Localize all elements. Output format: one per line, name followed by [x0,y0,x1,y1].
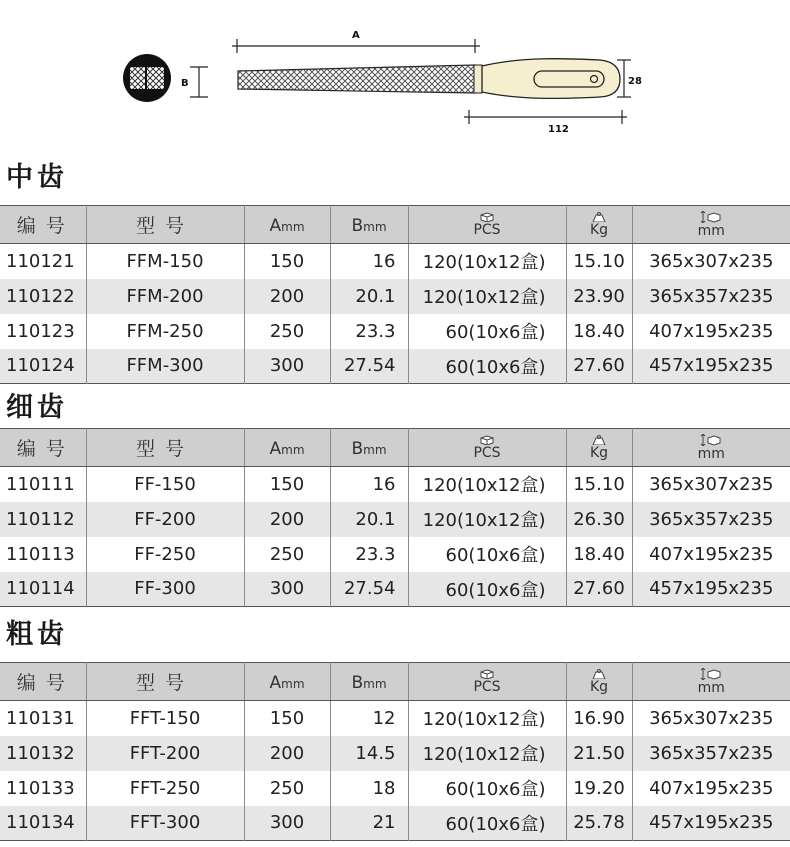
table-row: 110123 FFM-250 250 23.3 60(10x6盒) 18.40 407x195x235 [0,314,790,349]
table-row: 110121 FFM-150 150 16 120(10x12盒) 15.10 365x307x235 [0,244,790,279]
header-a: Amm [244,663,330,701]
dim-a-label: A [352,30,360,41]
header-pcs: PCS [408,429,566,467]
header-kg: Kg [566,429,632,467]
weight-icon [592,212,606,222]
file-ferrule [474,65,482,93]
table-row: 110114 FF-300 300 27.54 60(10x6盒) 27.60 457x195x235 [0,572,790,607]
header-dim: mm [632,206,790,244]
cross-section-icon [123,54,171,102]
header-model: 型号 [86,206,244,244]
box-icon [479,669,495,679]
header-kg: Kg [566,663,632,701]
table-row: 110131 FFT-150 150 12 120(10x12盒) 16.90 365x307x235 [0,701,790,736]
header-b: Bmm [330,663,408,701]
table-row: 110124 FFM-300 300 27.54 60(10x6盒) 27.60 457x195x235 [0,349,790,384]
box-size-icon [700,211,722,223]
section-title-coarse: 粗齿 [6,619,68,650]
dim-handle-marker [464,110,627,124]
box-icon [479,212,495,222]
section-title-fine: 细齿 [6,392,68,423]
header-model: 型号 [86,429,244,467]
table-row: 110133 FFT-250 250 18 60(10x6盒) 19.20 407x195x235 [0,771,790,806]
header-dim: mm [632,663,790,701]
table-row: 110134 FFT-300 300 21 60(10x6盒) 25.78 457x195x235 [0,806,790,841]
box-size-icon [700,668,722,680]
table-header-row [0,429,790,467]
header-code: 编号 [0,429,86,467]
table-header-row [0,663,790,701]
header-model: 型号 [86,663,244,701]
header-a: Amm [244,429,330,467]
table-row: 110132 FFT-200 200 14.5 120(10x12盒) 21.50 365x357x235 [0,736,790,771]
table-row: 110122 FFM-200 200 20.1 120(10x12盒) 23.90 365x357x235 [0,279,790,314]
dim-b-label: B [181,78,189,89]
table-row: 110111 FF-150 150 16 120(10x12盒) 15.10 365x307x235 [0,467,790,502]
header-pcs: PCS [408,206,566,244]
box-icon [479,435,495,445]
section-title-medium: 中齿 [6,162,68,193]
header-a: Amm [244,206,330,244]
dim-handle-label: 112 [548,124,569,135]
dim-a-marker [232,39,480,53]
spec-table-coarse [0,662,790,841]
weight-icon [592,435,606,445]
header-dim: mm [632,429,790,467]
spec-table-medium [0,205,790,384]
header-b: Bmm [330,429,408,467]
dim-height-label: 28 [628,76,642,87]
header-code: 编号 [0,206,86,244]
file-handle [482,59,620,99]
table-row: 110112 FF-200 200 20.1 120(10x12盒) 26.30 365x357x235 [0,502,790,537]
header-pcs: PCS [408,663,566,701]
dim-b-marker [190,67,208,97]
spec-table-fine [0,428,790,607]
table-row: 110113 FF-250 250 23.3 60(10x6盒) 18.40 407x195x235 [0,537,790,572]
file-dimension-diagram [0,0,790,145]
header-b: Bmm [330,206,408,244]
header-code: 编号 [0,663,86,701]
weight-icon [592,669,606,679]
file-blade [238,65,475,93]
header-kg: Kg [566,206,632,244]
table-header-row [0,206,790,244]
box-size-icon [700,434,722,446]
